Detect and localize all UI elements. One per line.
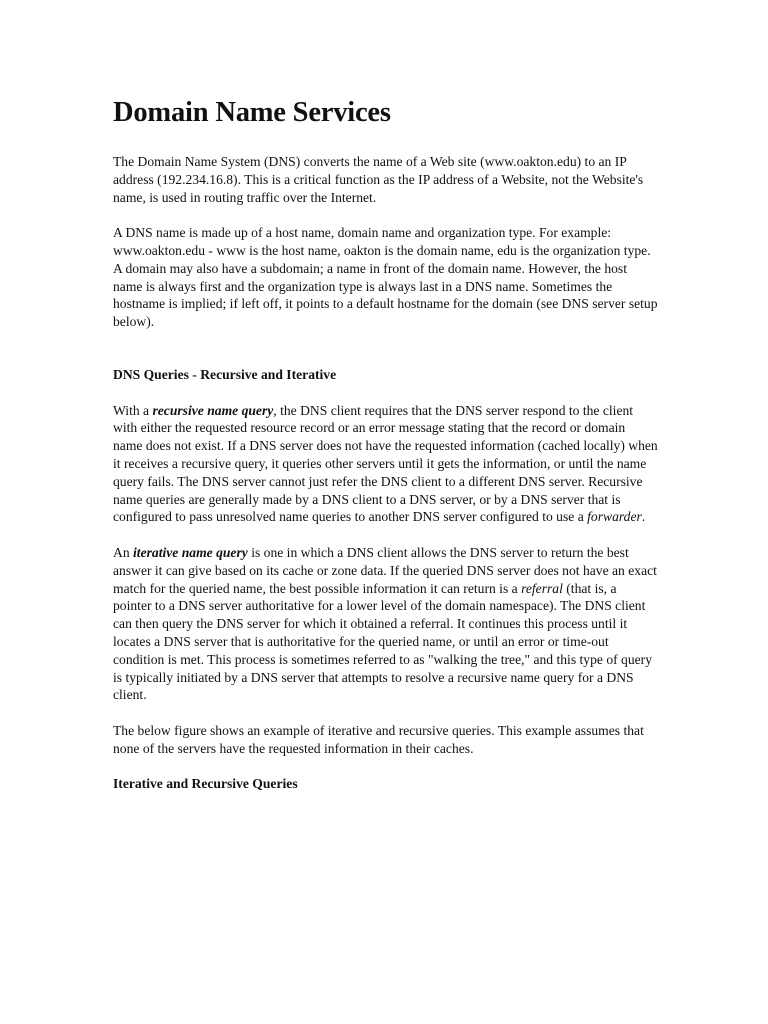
term-recursive-name-query: recursive name query — [152, 402, 274, 418]
intro-paragraph-dns-name-parts: A DNS name is made up of a host name, domain name and organization type. For example: www.oakton.edu - www is the host name, oakton is the domain name, edu is the organization type. A domain may also have a subdomain; a name in front of the domain name. However, the host name is always first and the organization type is always last in a DNS name. Sometimes the hostname is implied; if left off, it points to a default hostname for the domain (see DNS server setup below). — [113, 225, 658, 330]
document-title: Domain Name Services — [113, 97, 391, 128]
iterative-body: is one in which a DNS client allows the DNS server to return the best answer it can give based on its cache or zone data. If the queried DNS server does not have an exact match for the queried name, the best possible information it can return is a — [113, 544, 657, 596]
recursive-end: . — [641, 509, 646, 525]
term-iterative-name-query: iterative name query — [133, 544, 248, 560]
iterative-lead: An — [113, 544, 134, 560]
term-forwarder: forwarder — [587, 509, 642, 525]
section-heading-dns-queries: DNS Queries - Recursive and Iterative — [113, 366, 337, 382]
intro-paragraph-dns-definition: The Domain Name System (DNS) converts the name of a Web site (www.oakton.edu) to an IP address (192.234.16.8). This is a critical function as the IP address of a Website, not the Website's name, is used in routing traffic over the Internet. — [113, 154, 644, 205]
term-referral: referral — [521, 580, 563, 596]
document-page — [113, 96, 658, 793]
paragraph-iterative-query — [113, 544, 658, 704]
recursive-lead: With a — [113, 402, 153, 418]
iterative-body-2: (that is, a pointer to a DNS server authoritative for a lower level of the domain namespace). The DNS client can then query the DNS server for which it obtained a referral. It continues this process until it locates a DNS server that is authoritative for the queried name, or until an error or time-out condition is met. This process is sometimes referred to as "walking the tree," and this type of query is typically initiated by a DNS server that attempts to resolve a recursive name query for a DNS client. — [113, 580, 652, 703]
paragraph-recursive-query — [113, 402, 658, 527]
figure-heading: Iterative and Recursive Queries — [113, 776, 298, 792]
recursive-body: , the DNS client requires that the DNS server respond to the client with either the requested resource record or an error message stating that the record or domain name does not exist. If a DNS server does not have the requested information (cached locally) when it receives a recursive query, it queries other servers until it gets the information, or until the name query fails. The DNS server cannot just refer the DNS client to a different DNS server. Recursive name queries are generally made by a DNS client to a DNS server, or by a DNS server that is configured to pass unresolved name queries to another DNS server configured to use a — [113, 402, 658, 525]
paragraph-figure-note: The below figure shows an example of iterative and recursive queries. This example assumes that none of the servers have the requested information in their caches. — [113, 722, 644, 756]
